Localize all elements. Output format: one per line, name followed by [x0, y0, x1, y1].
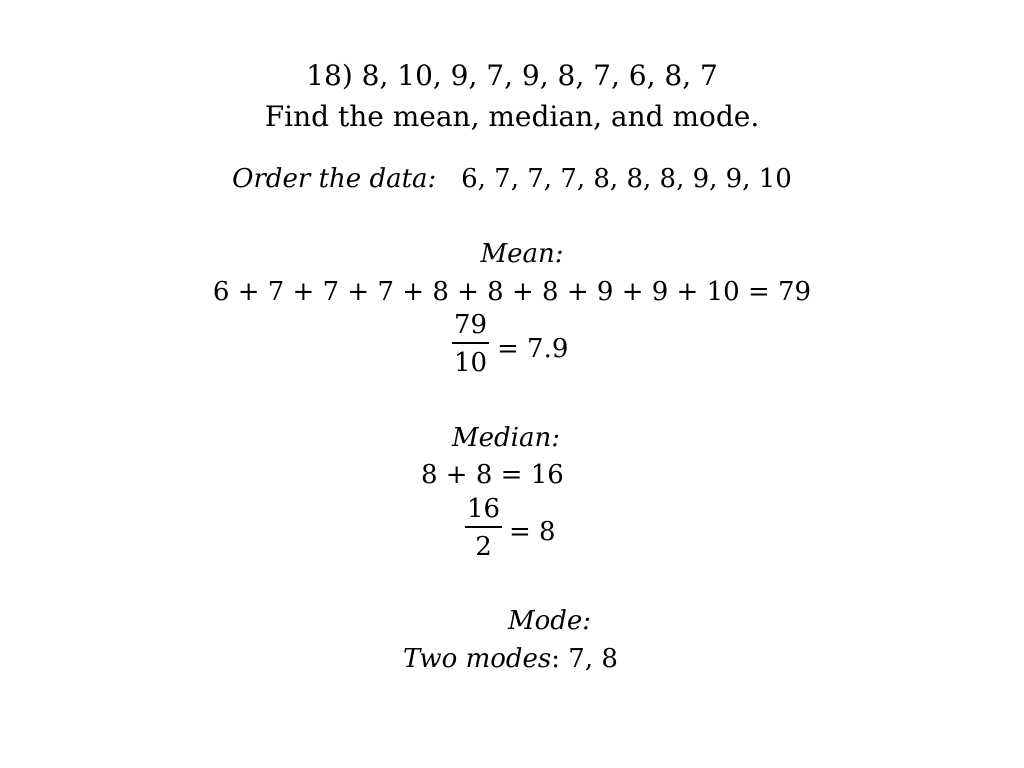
median-result: = 8 [509, 517, 556, 547]
mean-fraction [452, 312, 489, 376]
mean-denominator: 10 [454, 348, 488, 378]
mean-sum-line: 6 + 7 + 7 + 7 + 8 + 8 + 8 + 9 + 9 + 10 = 79 [212, 277, 812, 307]
mode-values: : 7, 8 [551, 644, 618, 674]
median-numerator: 16 [467, 494, 501, 524]
mean-heading: Mean: [480, 239, 564, 269]
mode-line [403, 646, 618, 672]
median-denominator: 2 [475, 532, 492, 562]
median-fraction [465, 496, 502, 560]
mode-label: Two modes [403, 644, 552, 674]
ordered-data-label: Order the data: [232, 164, 437, 194]
median-sum-line: 8 + 8 = 16 [421, 460, 564, 490]
mean-numerator: 79 [454, 310, 488, 340]
problem-instruction: Find the mean, median, and mode. [264, 100, 760, 133]
mean-result: = 7.9 [497, 334, 569, 364]
ordered-data-line [0, 166, 1024, 192]
ordered-data-values: 6, 7, 7, 7, 8, 8, 8, 9, 9, 10 [461, 164, 792, 194]
median-heading: Median: [452, 423, 560, 453]
mode-heading: Mode: [508, 606, 592, 636]
problem-data-line: 18) 8, 10, 9, 7, 9, 8, 7, 6, 8, 7 [306, 59, 718, 92]
